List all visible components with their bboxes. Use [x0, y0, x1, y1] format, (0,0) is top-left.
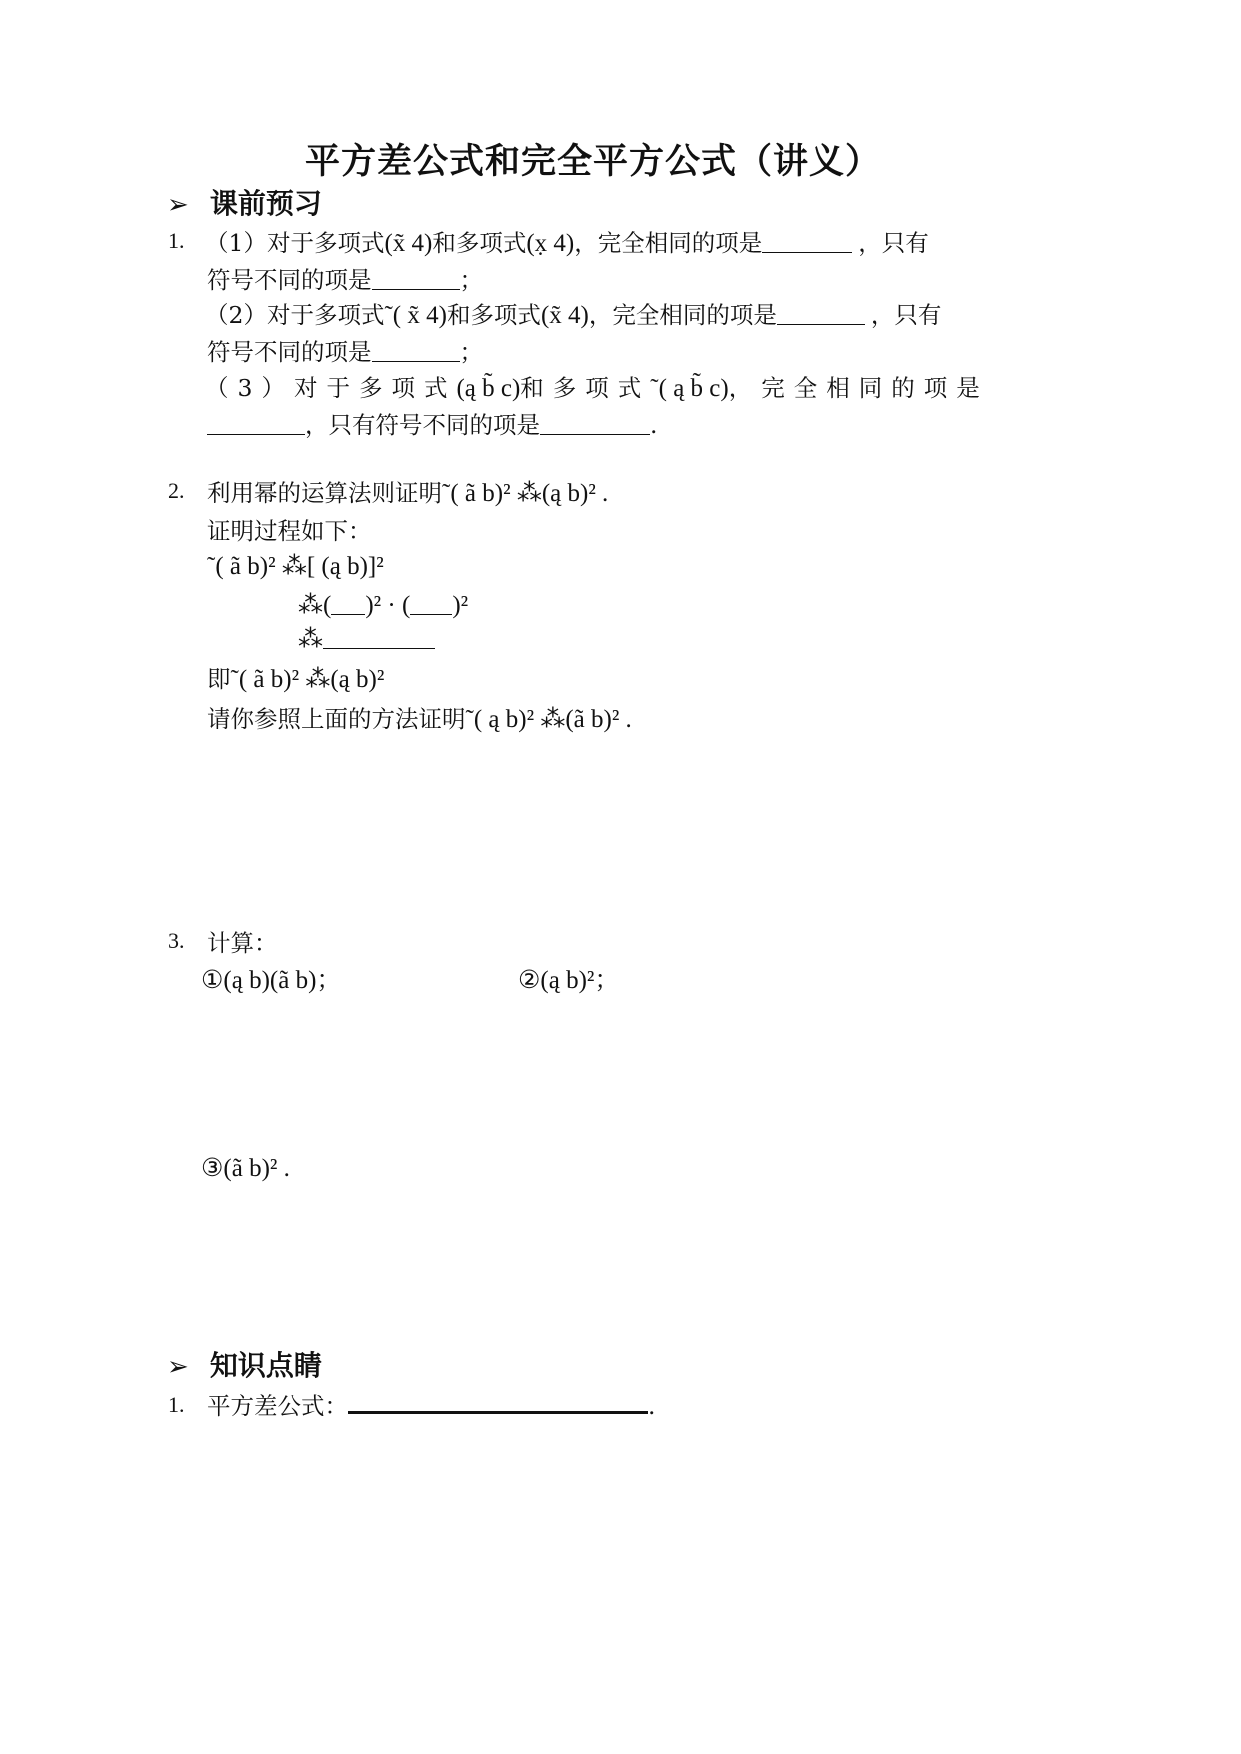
q3-item-2: ②(ą b)²；	[518, 967, 620, 994]
math-expression: (x̃ 4)	[540, 302, 589, 329]
answer-blank[interactable]	[540, 416, 650, 435]
answer-blank[interactable]	[331, 596, 365, 615]
section-header-preview	[167, 182, 322, 222]
q2-conclusion: 即˜( ã b)² ⁂(ą b)²	[207, 665, 385, 693]
question-number: 1.	[168, 1392, 185, 1417]
q2-intro: 利用幂的运算法则证明˜( ã b)² ⁂(ą b)² .	[207, 479, 609, 507]
section-header-knowledge	[167, 1344, 322, 1384]
answer-blank[interactable]	[762, 234, 852, 253]
section-title: 课前预习	[209, 187, 322, 220]
arrow-bullet-icon: ➢	[167, 1352, 189, 1382]
answer-blank[interactable]	[323, 630, 435, 649]
math-expression: (x̃ 4)	[384, 230, 433, 257]
question-number: 3.	[168, 928, 185, 953]
q2-proof-line1: ˜( ã b)² ⁂[ (ą b)]²	[207, 553, 384, 580]
math-expression: ˜( x̃ 4)	[384, 302, 447, 329]
answer-blank[interactable]	[372, 343, 460, 362]
answer-blank[interactable]	[372, 271, 460, 290]
section-title: 知识点睛	[209, 1349, 322, 1382]
math-expression: (x̣ 4)	[526, 230, 575, 257]
math-expression: ˜( ã b)² ⁂(ą b)²	[230, 666, 385, 693]
answer-blank[interactable]	[410, 596, 452, 615]
answer-blank[interactable]	[207, 416, 305, 435]
q2-task: 请你参照上面的方法证明˜( ą b)² ⁂(ã b)² .	[207, 705, 632, 733]
q3-item-1: ①(ą b)(ã b)；	[201, 967, 342, 994]
math-expression: ˜( ą b)² ⁂(ã b)² .	[465, 706, 632, 733]
math-expression: ˜( ã b)² ⁂(ą b)² .	[442, 480, 609, 507]
q1-part2-line2: 符号不同的项是 ；	[207, 338, 483, 366]
q1-part1-line2: 符号不同的项是 ；	[207, 266, 483, 294]
math-expression: (ą b̃ c)	[456, 375, 521, 402]
answer-blank[interactable]	[348, 1391, 648, 1414]
question-number: 1.	[168, 228, 185, 253]
math-expression: ˜( ą b̃ c)	[650, 375, 729, 402]
arrow-bullet-icon: ➢	[167, 190, 189, 220]
q1-part1-line1: （1）对于多项式(x̃ 4)和多项式(x̣ 4)，完全相同的项是 ，只有	[205, 229, 929, 257]
q2-proof-label: 证明过程如下：	[207, 517, 372, 545]
q2-proof-line2: ⁂( )² · ( )²	[298, 592, 469, 619]
page-title: 平方差公式和完全平方公式（讲义）	[305, 141, 882, 182]
k1-line: 平方差公式： .	[207, 1392, 656, 1420]
q3-item-3: ③(ã b)² .	[201, 1155, 290, 1182]
q1-part2-line1: （2）对于多项式˜( x̃ 4)和多项式(x̃ 4)，完全相同的项是 ，只有	[205, 301, 942, 329]
q2-proof-line3: ⁂	[298, 624, 435, 654]
question-number: 2.	[168, 478, 185, 503]
q3-label: 计算：	[207, 929, 278, 957]
q1-part3-line1: （3）对于多项式(ą b̃ c)和多项式˜( ą b̃ c)，完全相同的项是	[205, 374, 989, 402]
answer-blank[interactable]	[777, 306, 865, 325]
q1-part3-line2: ，只有符号不同的项是 .	[207, 406, 657, 440]
